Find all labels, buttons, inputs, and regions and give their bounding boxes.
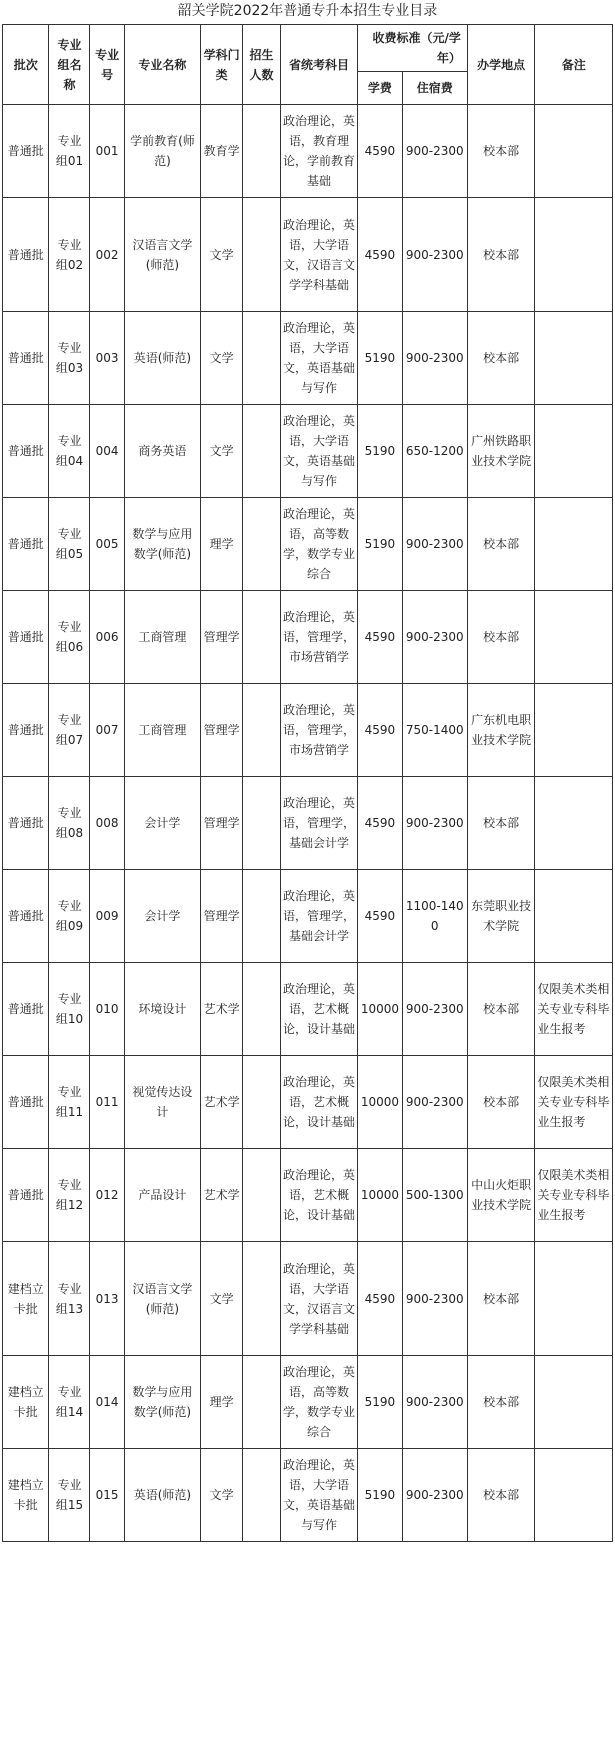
table-row	[3, 498, 613, 591]
cell-major: 会计学	[124, 870, 200, 963]
header-tuition: 学费	[358, 72, 402, 105]
cell-major: 工商管理	[124, 591, 200, 684]
cell-code: 005	[90, 498, 124, 591]
table-row	[3, 405, 613, 498]
cell-site: 中山火炬职业技术学院	[467, 1149, 535, 1242]
cell-group: 专业组14	[49, 1356, 90, 1449]
cell-batch: 普通批	[3, 777, 49, 870]
cell-group: 专业组08	[49, 777, 90, 870]
cell-tuition: 5190	[358, 1356, 402, 1449]
cell-tuition: 5190	[358, 498, 402, 591]
cell-tuition: 4590	[358, 1242, 402, 1356]
cell-exam: 政治理论，英语，艺术概论，设计基础	[280, 1149, 357, 1242]
cell-group: 专业组02	[49, 198, 90, 312]
table-row	[3, 684, 613, 777]
cell-major: 汉语言文学(师范)	[124, 1242, 200, 1356]
cell-tuition: 4590	[358, 105, 402, 198]
cell-quota	[243, 870, 281, 963]
cell-group: 专业组04	[49, 405, 90, 498]
cell-site: 广州铁路职业技术学院	[467, 405, 535, 498]
cell-dorm: 1100-1400	[402, 870, 467, 963]
cell-group: 专业组15	[49, 1449, 90, 1542]
cell-remark	[535, 198, 613, 312]
cell-dorm: 900-2300	[402, 1056, 467, 1149]
cell-exam: 政治理论，英语，大学语文，英语基础与写作	[280, 312, 357, 405]
cell-major: 工商管理	[124, 684, 200, 777]
header-major: 专业名称	[124, 25, 200, 105]
cell-dorm: 900-2300	[402, 591, 467, 684]
cell-group: 专业组01	[49, 105, 90, 198]
cell-exam: 政治理论，英语，艺术概论，设计基础	[280, 1056, 357, 1149]
cell-batch: 普通批	[3, 105, 49, 198]
cell-site: 校本部	[467, 1056, 535, 1149]
cell-dorm: 900-2300	[402, 1356, 467, 1449]
cell-quota	[243, 1056, 281, 1149]
cell-batch: 建档立卡批	[3, 1449, 49, 1542]
cell-site: 校本部	[467, 1242, 535, 1356]
cell-remark	[535, 777, 613, 870]
cell-group: 专业组12	[49, 1149, 90, 1242]
cell-group: 专业组11	[49, 1056, 90, 1149]
cell-category: 文学	[201, 1242, 243, 1356]
cell-exam: 政治理论，英语，高等数学，数学专业综合	[280, 1356, 357, 1449]
cell-tuition: 5190	[358, 1449, 402, 1542]
cell-exam: 政治理论，英语，大学语文，英语基础与写作	[280, 1449, 357, 1542]
cell-dorm: 750-1400	[402, 684, 467, 777]
cell-remark: 仅限美术类相关专业专科毕业生报考	[535, 1056, 613, 1149]
cell-exam: 政治理论，英语，管理学，市场营销学	[280, 591, 357, 684]
cell-exam: 政治理论，英语，大学语文，汉语言文学学科基础	[280, 198, 357, 312]
cell-exam: 政治理论，英语，大学语文，汉语言文学学科基础	[280, 1242, 357, 1356]
cell-category: 管理学	[201, 777, 243, 870]
table-row	[3, 963, 613, 1056]
cell-major: 学前教育(师范)	[124, 105, 200, 198]
table-body	[3, 105, 613, 1542]
cell-dorm: 900-2300	[402, 1242, 467, 1356]
cell-tuition: 10000	[358, 1149, 402, 1242]
cell-batch: 普通批	[3, 498, 49, 591]
cell-remark: 仅限美术类相关专业专科毕业生报考	[535, 963, 613, 1056]
cell-category: 艺术学	[201, 1056, 243, 1149]
cell-quota	[243, 684, 281, 777]
header-quota: 招生人数	[243, 25, 281, 105]
cell-site: 校本部	[467, 1356, 535, 1449]
cell-site: 校本部	[467, 777, 535, 870]
table-row	[3, 591, 613, 684]
cell-site: 校本部	[467, 312, 535, 405]
cell-category: 教育学	[201, 105, 243, 198]
cell-site: 东莞职业技术学院	[467, 870, 535, 963]
cell-code: 011	[90, 1056, 124, 1149]
page-title: 韶关学院2022年普通专升本招生专业目录	[177, 3, 438, 19]
header-category: 学科门类	[201, 25, 243, 105]
header-fee: 收费标准（元/学年）	[358, 25, 468, 72]
cell-remark	[535, 591, 613, 684]
cell-batch: 普通批	[3, 963, 49, 1056]
cell-code: 009	[90, 870, 124, 963]
cell-quota	[243, 777, 281, 870]
cell-batch: 普通批	[3, 591, 49, 684]
cell-remark	[535, 405, 613, 498]
cell-remark: 仅限美术类相关专业专科毕业生报考	[535, 1149, 613, 1242]
cell-batch: 普通批	[3, 684, 49, 777]
cell-major: 英语(师范)	[124, 312, 200, 405]
cell-category: 管理学	[201, 870, 243, 963]
table-row	[3, 198, 613, 312]
cell-exam: 政治理论，英语，管理学，基础会计学	[280, 870, 357, 963]
table-row	[3, 1356, 613, 1449]
cell-remark	[535, 1449, 613, 1542]
cell-exam: 政治理论，英语，管理学，基础会计学	[280, 777, 357, 870]
cell-code: 012	[90, 1149, 124, 1242]
cell-category: 文学	[201, 1449, 243, 1542]
cell-major: 视觉传达设计	[124, 1056, 200, 1149]
cell-major: 产品设计	[124, 1149, 200, 1242]
cell-exam: 政治理论，英语，教育理论，学前教育基础	[280, 105, 357, 198]
cell-tuition: 10000	[358, 1056, 402, 1149]
cell-remark	[535, 105, 613, 198]
cell-dorm: 500-1300	[402, 1149, 467, 1242]
cell-quota	[243, 405, 281, 498]
cell-quota	[243, 1449, 281, 1542]
cell-code: 014	[90, 1356, 124, 1449]
header-exam: 省统考科目	[280, 25, 357, 105]
cell-group: 专业组07	[49, 684, 90, 777]
table-row	[3, 1449, 613, 1542]
cell-category: 文学	[201, 312, 243, 405]
cell-group: 专业组13	[49, 1242, 90, 1356]
cell-site: 校本部	[467, 1449, 535, 1542]
cell-tuition: 4590	[358, 591, 402, 684]
cell-dorm: 900-2300	[402, 105, 467, 198]
major-catalog-table	[2, 24, 613, 1542]
table-row	[3, 1056, 613, 1149]
cell-dorm: 900-2300	[402, 312, 467, 405]
cell-group: 专业组09	[49, 870, 90, 963]
header-remark: 备注	[535, 25, 613, 105]
header-site: 办学地点	[467, 25, 535, 105]
cell-exam: 政治理论，英语，大学语文，英语基础与写作	[280, 405, 357, 498]
cell-category: 文学	[201, 198, 243, 312]
cell-quota	[243, 105, 281, 198]
cell-group: 专业组03	[49, 312, 90, 405]
cell-major: 汉语言文学(师范)	[124, 198, 200, 312]
cell-code: 004	[90, 405, 124, 498]
cell-dorm: 900-2300	[402, 777, 467, 870]
table-row	[3, 312, 613, 405]
cell-tuition: 4590	[358, 777, 402, 870]
cell-quota	[243, 498, 281, 591]
table-row	[3, 777, 613, 870]
cell-exam: 政治理论，英语，艺术概论，设计基础	[280, 963, 357, 1056]
cell-batch: 普通批	[3, 198, 49, 312]
cell-group: 专业组06	[49, 591, 90, 684]
cell-exam: 政治理论，英语，管理学，市场营销学	[280, 684, 357, 777]
cell-major: 数学与应用数学(师范)	[124, 1356, 200, 1449]
cell-dorm: 900-2300	[402, 963, 467, 1056]
cell-group: 专业组10	[49, 963, 90, 1056]
cell-tuition: 4590	[358, 198, 402, 312]
table-row	[3, 870, 613, 963]
cell-dorm: 650-1200	[402, 405, 467, 498]
cell-category: 文学	[201, 405, 243, 498]
cell-quota	[243, 963, 281, 1056]
cell-code: 013	[90, 1242, 124, 1356]
cell-dorm: 900-2300	[402, 1449, 467, 1542]
cell-remark	[535, 498, 613, 591]
cell-remark	[535, 1356, 613, 1449]
cell-code: 008	[90, 777, 124, 870]
cell-tuition: 4590	[358, 870, 402, 963]
cell-dorm: 900-2300	[402, 198, 467, 312]
cell-group: 专业组05	[49, 498, 90, 591]
cell-major: 英语(师范)	[124, 1449, 200, 1542]
cell-major: 商务英语	[124, 405, 200, 498]
cell-site: 校本部	[467, 963, 535, 1056]
cell-batch: 普通批	[3, 870, 49, 963]
cell-remark	[535, 684, 613, 777]
cell-tuition: 5190	[358, 405, 402, 498]
cell-category: 理学	[201, 1356, 243, 1449]
cell-exam: 政治理论，英语，高等数学，数学专业综合	[280, 498, 357, 591]
cell-batch: 普通批	[3, 1056, 49, 1149]
cell-tuition: 4590	[358, 684, 402, 777]
header-code: 专业号	[90, 25, 124, 105]
cell-tuition: 10000	[358, 963, 402, 1056]
cell-remark	[535, 1242, 613, 1356]
cell-batch: 建档立卡批	[3, 1356, 49, 1449]
cell-major: 数学与应用数学(师范)	[124, 498, 200, 591]
cell-category: 理学	[201, 498, 243, 591]
cell-tuition: 5190	[358, 312, 402, 405]
cell-batch: 普通批	[3, 405, 49, 498]
cell-category: 艺术学	[201, 1149, 243, 1242]
header-dorm: 住宿费	[402, 72, 467, 105]
header-group: 专业组名称	[49, 25, 90, 105]
cell-quota	[243, 1149, 281, 1242]
cell-batch: 建档立卡批	[3, 1242, 49, 1356]
cell-dorm: 900-2300	[402, 498, 467, 591]
cell-batch: 普通批	[3, 1149, 49, 1242]
cell-code: 010	[90, 963, 124, 1056]
cell-site: 校本部	[467, 498, 535, 591]
cell-code: 007	[90, 684, 124, 777]
cell-code: 001	[90, 105, 124, 198]
cell-site: 校本部	[467, 198, 535, 312]
cell-category: 艺术学	[201, 963, 243, 1056]
cell-batch: 普通批	[3, 312, 49, 405]
table-row	[3, 1242, 613, 1356]
cell-category: 管理学	[201, 684, 243, 777]
cell-site: 广东机电职业技术学院	[467, 684, 535, 777]
cell-remark	[535, 312, 613, 405]
cell-remark	[535, 870, 613, 963]
cell-major: 会计学	[124, 777, 200, 870]
table-row	[3, 1149, 613, 1242]
cell-category: 管理学	[201, 591, 243, 684]
cell-code: 002	[90, 198, 124, 312]
cell-site: 校本部	[467, 105, 535, 198]
header-batch: 批次	[3, 25, 49, 105]
table-row	[3, 105, 613, 198]
cell-quota	[243, 591, 281, 684]
cell-major: 环境设计	[124, 963, 200, 1056]
cell-quota	[243, 1356, 281, 1449]
cell-quota	[243, 1242, 281, 1356]
cell-code: 015	[90, 1449, 124, 1542]
cell-code: 006	[90, 591, 124, 684]
cell-quota	[243, 312, 281, 405]
cell-code: 003	[90, 312, 124, 405]
cell-quota	[243, 198, 281, 312]
cell-site: 校本部	[467, 591, 535, 684]
